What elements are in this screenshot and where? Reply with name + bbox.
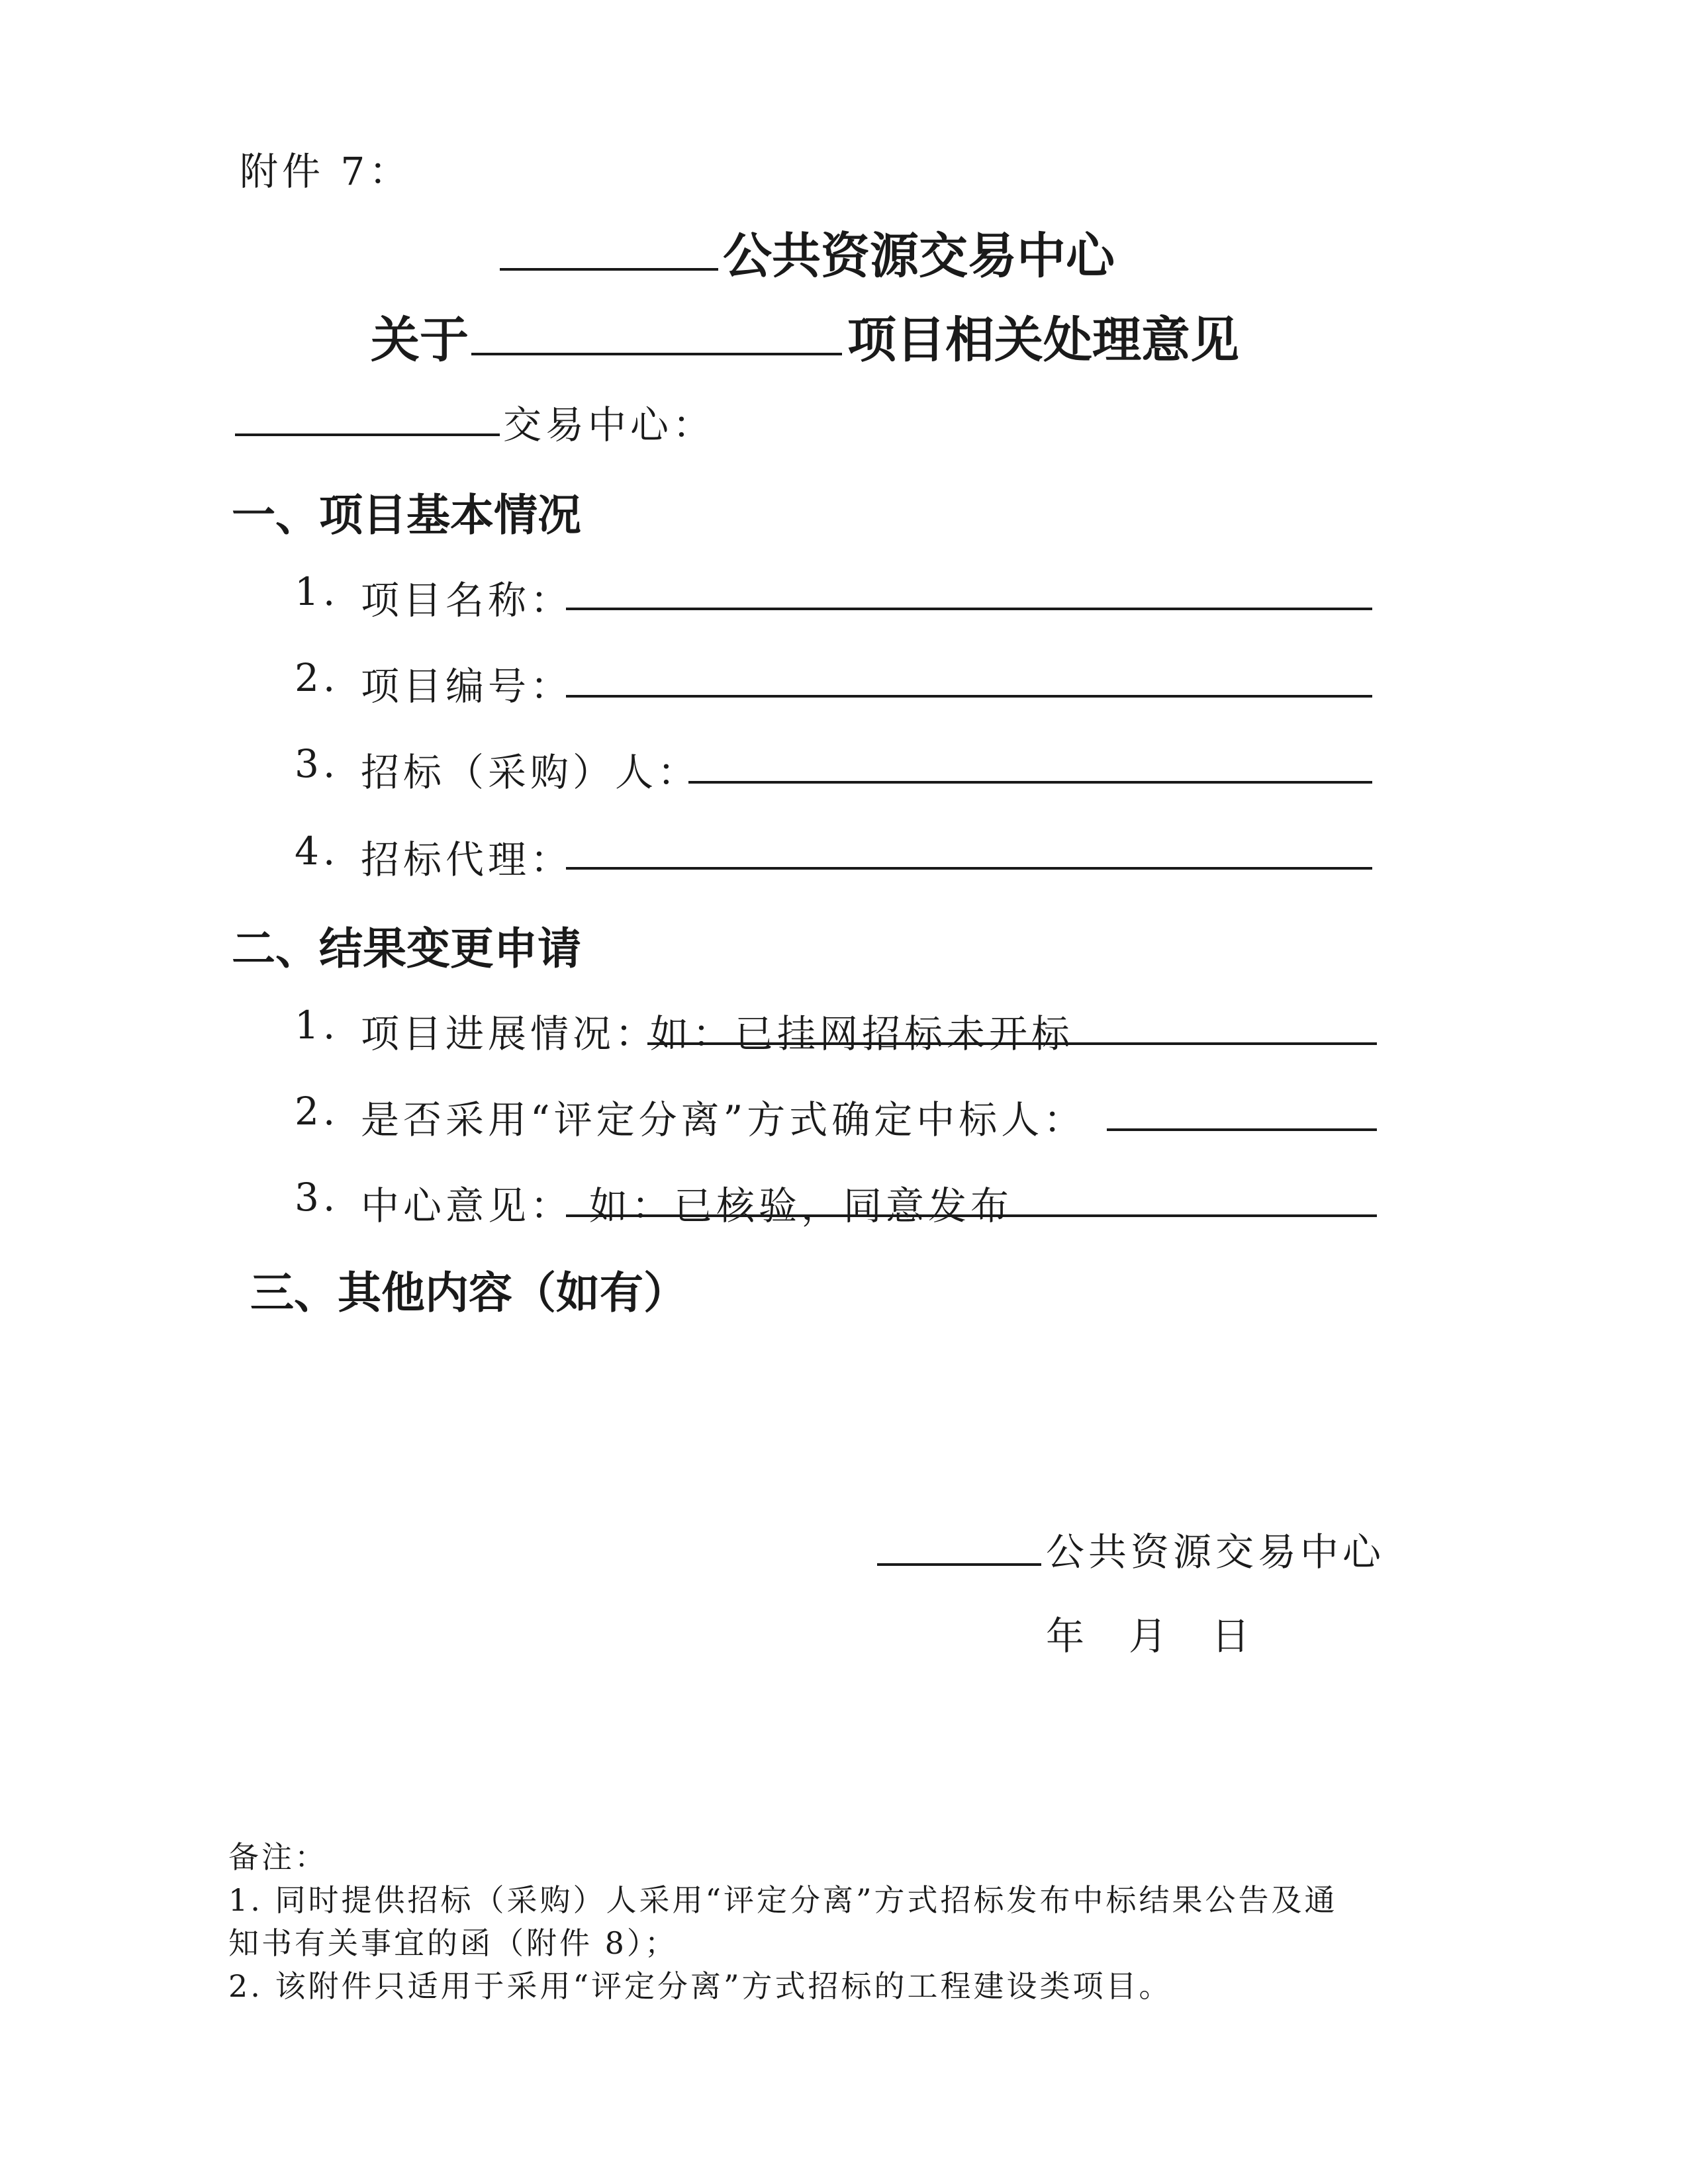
section2-item2-num: 2. (295, 1089, 340, 1134)
notes-line1: 1. 同时提供招标（采购）人采用“评定分离”方式招标发布中标结果公告及通 (228, 1882, 1338, 1918)
notes-line3: 2. 该附件只适用于采用“评定分离”方式招标的工程建设类项目。 (228, 1968, 1172, 2004)
notes-heading: 备注： (228, 1839, 328, 1875)
progress-value[interactable]: 如：已挂网招标未开标 (650, 1011, 1074, 1056)
addressee: 交易中心： (503, 402, 716, 447)
section1-item1-num: 1. (295, 569, 340, 614)
project-name-blank[interactable] (566, 608, 1372, 610)
section2-item1-num: 1. (295, 1003, 340, 1048)
project-number-blank[interactable] (566, 695, 1372, 698)
tenderer-blank[interactable] (688, 781, 1372, 784)
evaluation-separation-blank[interactable] (1107, 1128, 1377, 1131)
section3-heading: 三、其他内容（如有） (250, 1267, 687, 1318)
title-line2-suffix: 项目相关处理意见 (847, 312, 1239, 369)
section1-item3-num: 3. (295, 741, 340, 786)
title-line1: 公共资源交易中心 (723, 228, 1115, 285)
section1-item3-label: 招标（采购）人： (361, 750, 700, 795)
notes-line2: 知书有关事宜的函（附件 8）； (228, 1925, 678, 1961)
section1-item1-label: 项目名称： (361, 578, 573, 623)
title-org-blank (500, 268, 718, 271)
date-day: 日 (1211, 1614, 1254, 1659)
attachment-label: 附件 7： (240, 149, 412, 194)
section2-item1-label: 项目进展情况： (361, 1011, 658, 1056)
addressee-blank (235, 433, 500, 436)
signature-org-blank[interactable] (877, 1563, 1041, 1566)
section2-heading: 二、结果变更申请 (232, 923, 581, 974)
section1-item2-label: 项目编号： (361, 664, 573, 709)
section1-heading: 一、项目基本情况 (232, 490, 581, 541)
signature-org: 公共资源交易中心 (1046, 1529, 1385, 1574)
section2-item3-num: 3. (295, 1175, 340, 1220)
date-month: 月 (1129, 1614, 1172, 1659)
center-opinion-underline (566, 1214, 1377, 1217)
agent-blank[interactable] (566, 867, 1372, 870)
date-year: 年 (1046, 1614, 1089, 1659)
center-opinion-value[interactable]: 如：已核验，同意发布 (589, 1183, 1013, 1228)
progress-underline (647, 1042, 1377, 1045)
section1-item2-num: 2. (295, 655, 340, 700)
section2-item3-label: 中心意见： (361, 1183, 573, 1228)
section2-item2-label: 是否采用“评定分离”方式确定中标人： (361, 1097, 1086, 1142)
section1-item4-label: 招标代理： (361, 837, 573, 882)
section1-item4-num: 4. (295, 829, 340, 874)
title-line2-prefix: 关于 (371, 312, 469, 369)
title-project-blank (471, 353, 842, 355)
